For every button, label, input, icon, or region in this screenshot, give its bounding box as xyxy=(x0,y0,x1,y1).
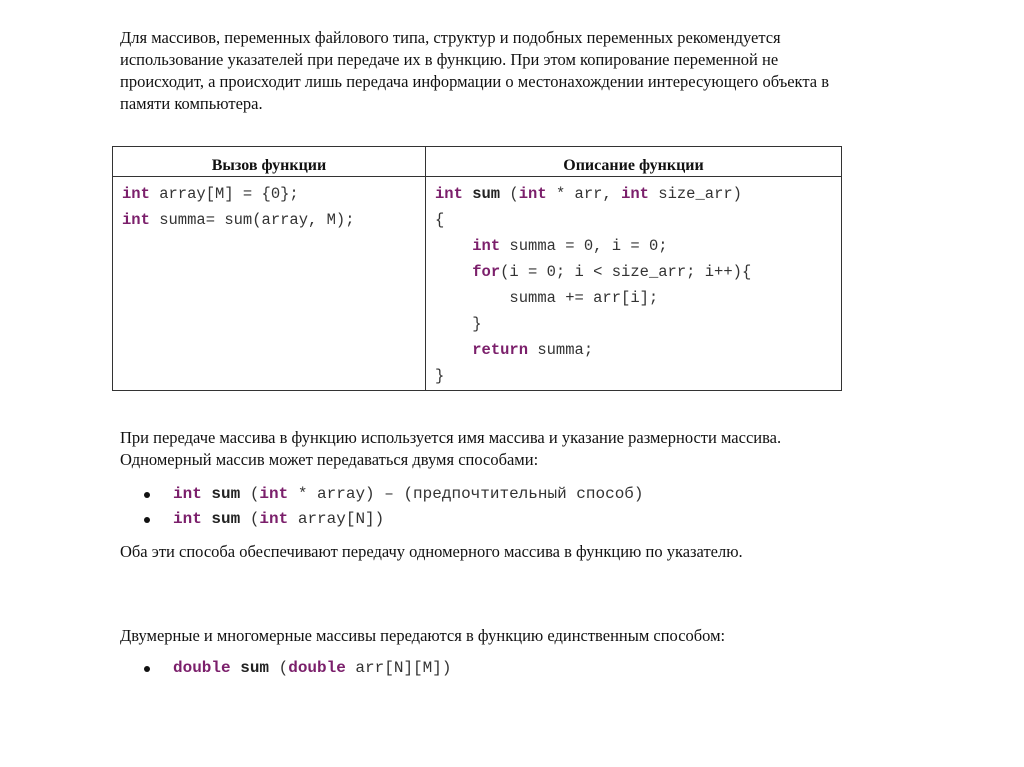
one-dim-bullet-list xyxy=(140,482,644,532)
call-code-line: int array[M] = {0}; xyxy=(122,185,299,203)
definition-column-header: Описание функции xyxy=(426,147,842,177)
def-code-line: { xyxy=(435,211,445,229)
call-code-line: int summa= sum(array, M); xyxy=(122,211,355,229)
array-passing-paragraph: При передаче массива в функцию используется имя массива и указание размерности массива. Одномерный массив может передаваться двумя способами: xyxy=(120,428,782,469)
intro-paragraph: Для массивов, переменных файлового типа, структур и подобных переменных рекомендуется использование указателей при передаче их в функцию. При этом копирование переменной не происходит, а происходит лишь передача информации о местонахождении интересующего объекта в памяти компьютера. xyxy=(120,28,830,113)
list-item: double sum (double arr[N][M]) xyxy=(140,656,451,681)
definition-code-block xyxy=(427,178,840,389)
def-code-line: } xyxy=(435,367,445,385)
table-header-row xyxy=(113,147,842,177)
def-code-line: for(i = 0; i < size_arr; i++){ xyxy=(472,263,752,281)
list-item: int sum (int * array) – (предпочтительный способ) xyxy=(140,482,644,507)
function-table xyxy=(112,146,842,391)
def-code-line: int summa = 0, i = 0; xyxy=(472,237,668,255)
def-code-line: summa += arr[i]; xyxy=(435,289,659,307)
call-code-cell xyxy=(113,177,426,391)
call-column-header: Вызов функции xyxy=(113,147,426,177)
def-code-line: return summa; xyxy=(472,341,594,359)
table-code-row xyxy=(113,177,842,391)
definition-code-cell xyxy=(426,177,842,391)
multidim-paragraph: Двумерные и многомерные массивы передаются в функцию единственным способом: xyxy=(120,626,726,645)
call-code-block xyxy=(114,178,424,233)
def-code-line: int sum (int * arr, int size_arr) xyxy=(435,185,742,203)
pointer-paragraph: Оба эти способа обеспечивают передачу одномерного массива в функцию по указателю. xyxy=(120,542,743,561)
def-code-line: } xyxy=(435,315,482,333)
two-dim-bullet-list xyxy=(140,656,451,681)
list-item: int sum (int array[N]) xyxy=(140,507,644,532)
